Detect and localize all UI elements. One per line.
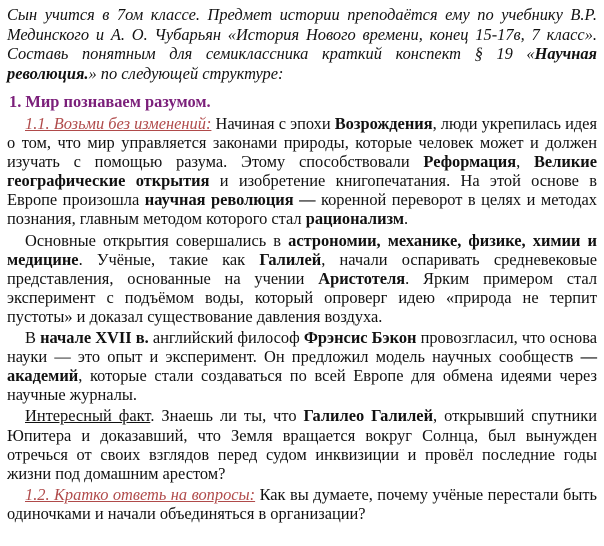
bold-term: Галилей (259, 249, 322, 269)
intro-text: Сын учится в 7ом классе. Предмет истории преподаётся ему по учебнику В.Р. Мединского и А. О. Чубарьян «История Нового времени, конец 15-17в, 7 класс». Составь понятным для семиклассника краткий конспект § 19 « (7, 5, 597, 63)
section-heading: 1. Мир познаваем разумом. (9, 92, 211, 111)
text: . Знаешь ли ты, что (150, 406, 304, 426)
text: , (516, 152, 534, 172)
bold-term: Реформация (423, 152, 517, 172)
text: провозгласил, что основа науки — это опыт и эксперимент. Он предложил модель научных сообществ (7, 328, 598, 367)
bold-term: научная революция — (144, 190, 316, 210)
paragraph-copy (7, 114, 597, 231)
bold-term: Галилео Галилей (303, 406, 434, 426)
intro-text-end: » по следующей структуре: (88, 63, 284, 83)
task-intro (7, 5, 597, 83)
text: и изобретение книгопечатания. На этой основе в Европе произошла (7, 171, 597, 210)
subsection-label-copy: 1.1. Возьми без изменений: (25, 114, 212, 133)
bold-term: Фрэнсис Бэкон (303, 328, 417, 348)
subsection-label-questions: 1.2. Кратко ответь на вопросы: (25, 484, 256, 504)
text: , начали оспаривать средневековые представления, основанные на учении (7, 249, 598, 288)
text: , которые стали создаваться по всей Европе для обмена идеями через научные журналы. (7, 366, 597, 405)
text: В (25, 328, 41, 348)
text: Как вы думаете, почему учёные перестали быть одиночками и начали объединяться в организации? (7, 484, 597, 523)
bold-term: астрономии, механике, физике, химии и медицине (7, 230, 597, 269)
text: английский философ (148, 328, 304, 348)
paragraph-questions (7, 485, 597, 525)
text: . Учёные, такие как (78, 249, 260, 269)
text: . Ярким примером стал эксперимент с подъёмом воды, который опроверг идею «природа не терпит пустоты» и доказал существование давления воздуха. (7, 268, 598, 326)
bold-term: начале XVII в. (40, 328, 149, 348)
interesting-fact-label: Интересный факт (25, 406, 151, 426)
bold-term: — академий (7, 347, 597, 386)
text: Основные открытия совершались в (25, 230, 289, 250)
bold-term: рационализм (305, 209, 405, 229)
bold-term: Возрождения (334, 114, 433, 133)
text: . (404, 209, 409, 229)
bold-term: Аристотеля (318, 268, 406, 288)
intro-bold-title: Научная революция. (7, 44, 597, 83)
text: Начиная с эпохи (211, 114, 335, 133)
bold-term: Великие географические открытия (7, 152, 598, 191)
paragraph-bacon (7, 328, 597, 406)
text: коренной переворот в целях и методах познания, главным методом которого стал (7, 190, 598, 229)
text: , открывший спутники Юпитера и доказавший, что Земля вращается вокруг Солнца, был вынужден отречься от своих взглядов перед судом инквизиции и провёл последние годы жизни под домашним арестом? (7, 406, 597, 483)
paragraph-discoveries (7, 231, 597, 328)
paragraph-fact (7, 406, 597, 484)
text: , люди укрепилась идея о том, что мир управляется законами природы, которые человек может и должен изучать с помощью разума. Этому способствовали (7, 114, 598, 172)
